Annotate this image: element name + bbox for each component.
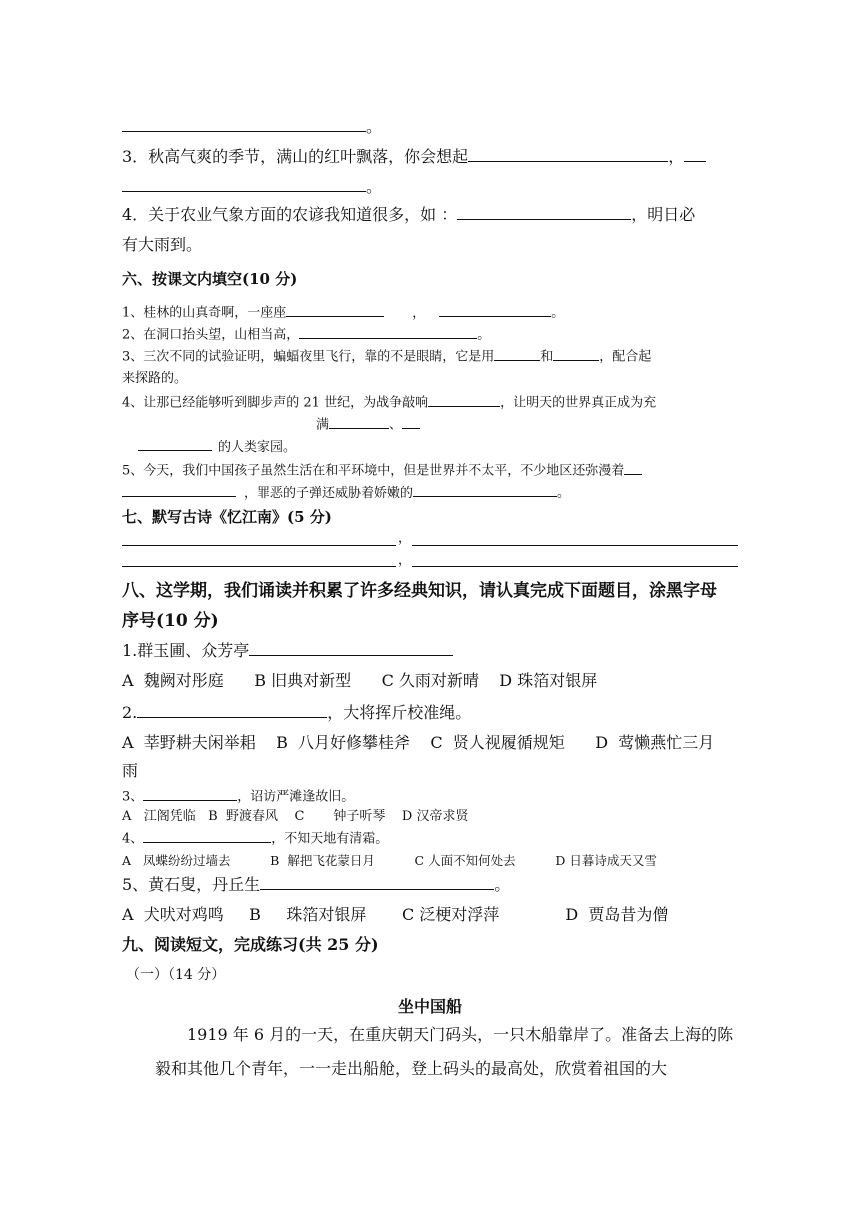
poem-line-2b (412, 566, 738, 567)
s6-item-4-cont2: 的人类家园。 (138, 436, 758, 459)
s6-item-3: 3、三次不同的试验证明，蝙蝠夜里飞行，靠的不是眼睛，它是用 和 ，配合起 (122, 346, 742, 369)
s8-q1: 1.群玉圃、众芳亭 (122, 636, 742, 666)
s6-item-4-cont: 满 、 (316, 414, 516, 437)
poem-sep-1: ， (398, 531, 412, 546)
fill-q4-cont: 有大雨到。 (122, 235, 203, 254)
section9-title: 九、阅读短文，完成练习(共 25 分) (122, 935, 379, 954)
fill-q3: 3．秋高气爽的季节，满山的红叶飘落，你会想起 ， (122, 142, 742, 172)
s8-q5-options: A 犬吠对鸡鸣 B 珠箔对银屏 C 泛梗对浮萍 D 贾岛昔为僧 (122, 905, 669, 924)
section6-title: 六、按课文内填空(10 分) (122, 270, 298, 288)
poem-line-1a (122, 545, 396, 546)
poem-line-2a (122, 566, 396, 567)
s6-item-5: 5、今天，我们中国孩子虽然生活在和平环境中，但是世界并不太平，不少地区还弥漫着 (122, 460, 742, 483)
s6-item-3-cont: 来探路的。 (122, 371, 188, 386)
section9-subsection: （一）（14 分） (126, 967, 226, 983)
s6-item-5-cont: ，罪恶的子弹还威胁着娇嫩的 。 (122, 482, 742, 505)
s8-q4: 4、 ，不知天地有清霜。 (122, 828, 742, 851)
section7-title: 七、默写古诗《忆江南》(5 分) (122, 508, 332, 526)
s6-item-4: 4、让那已经能够听到脚步声的 21 世纪，为战争敲响 ，让明天的世界真正成为充 (122, 392, 742, 415)
s8-q2: 2. ，大将挥斤校准绳。 (122, 698, 742, 728)
poem-line-1b (412, 545, 738, 546)
fill-line-2: 。 (122, 112, 742, 142)
s8-q5: 5、黄石叟，丹丘生 。 (122, 870, 742, 900)
fill-q3-cont: 。 (122, 172, 742, 202)
passage-text: 1919 年 6 月的一天，在重庆朝天门码头，一只木船靠岸了。准备去上海的陈毅和其他几个青年，一一走出船舱，登上码头的最高处，欣赏着祖国的大 (155, 1025, 734, 1078)
s8-q3-options: A 江阁凭临 B 野渡春风 C 钟子听琴 D 汉帝求贤 (122, 809, 469, 824)
s8-q2-options: A 莘野耕夫闲举耜 B 八月好修攀桂斧 C 贤人视履循规矩 D 莺懒燕忙三月 (122, 733, 715, 752)
s8-q4-options: A 凤蝶纷纷过墙去 B 解把飞花蒙日月 C 人面不知何处去 D 日暮诗成天又雪 (122, 853, 657, 868)
section8-title-cont: 序号(10 分) (122, 611, 219, 631)
s6-item-1: 1、桂林的山真奇啊，一座座 ， 。 (122, 302, 742, 325)
fill-q4: 4．关于农业气象方面的农谚我知道很多，如 ： ，明日必 (122, 200, 742, 230)
poem-sep-2: ， (398, 553, 412, 568)
section8-title: 八、这学期，我们诵读并积累了许多经典知识，请认真完成下面题目，涂黑字母 (122, 581, 717, 601)
s8-q1-options: A 魏阙对彤庭 B 旧典对新型 C 久雨对新晴 D 珠箔对银屏 (122, 671, 598, 690)
passage-title: 坐中国船 (397, 997, 462, 1016)
s8-q2-options-cont: 雨 (122, 761, 139, 780)
s8-q3: 3、 ，诏访严滩逢故旧。 (122, 786, 742, 809)
s6-item-2: 2、在洞口抬头望，山相当高， 。 (122, 324, 742, 347)
